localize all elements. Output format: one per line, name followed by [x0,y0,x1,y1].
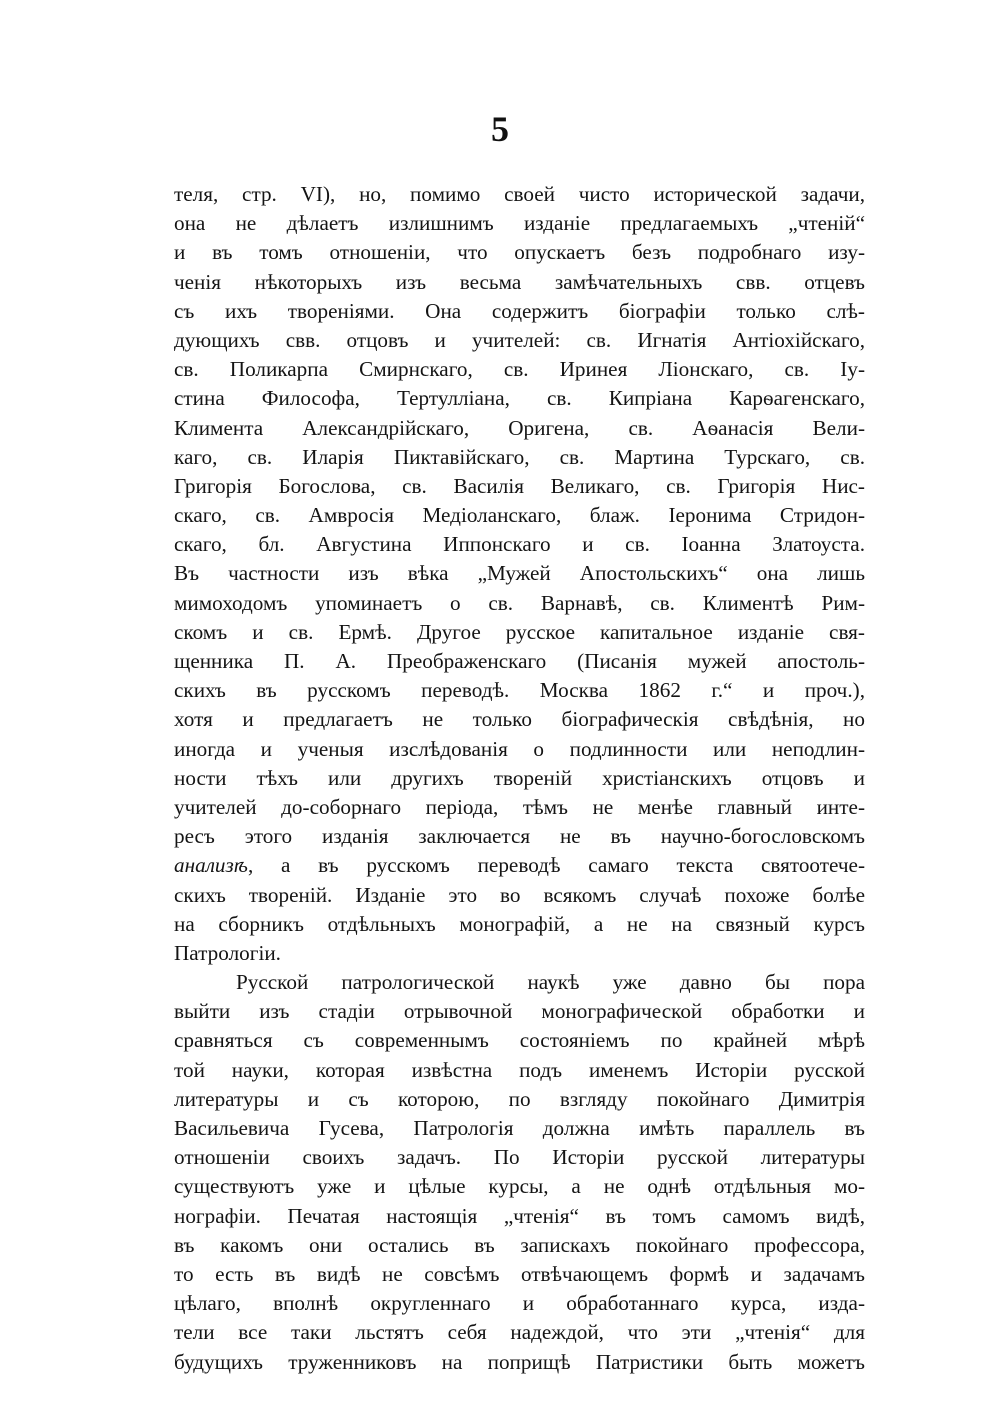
text-line: нографіи. Печатая настоящія „чтенія“ въ томъ самомъ видѣ, [174,1203,865,1228]
text-line: Въ частности изъ вѣка „Мужей Апостольскихъ“ она лишь [174,561,865,586]
text-line: Васильевича Гусева, Патрологія должна имѣть параллель въ [174,1116,865,1140]
text-line: и въ томъ отношеніи, что опускаетъ безъ подробнаго изу- [174,240,865,265]
text-line: ности тѣхъ или другихъ твореній христіанскихъ отцовъ и [174,765,865,790]
text-line: Григорія Богослова, св. Василія Великаго, св. Григорія Нис- [174,473,865,498]
text-line: отношеніи своихъ задачъ. По Исторіи русской литературы [174,1145,865,1170]
text-line: Климента Александрійскаго, Оригена, св. Аѳанасія Вели- [174,415,865,440]
page-number: 5 [491,109,509,149]
text-line: хотя и предлагаетъ не только біографическія свѣдѣнія, но [174,707,865,732]
text-line: ченія нѣкоторыхъ изъ весьма замѣчательныхъ свв. отцевъ [174,269,865,294]
text-line: анализѣ, а въ русскомъ переводѣ самаго текста святоотече- [174,853,865,878]
text-line: Патрологіи. [174,940,281,965]
text-line: литературы и съ которою, по взгляду покойнаго Димитрія [174,1086,865,1111]
text-line: скомъ и св. Ермѣ. Другое русское капитальное изданіе свя- [174,619,865,644]
text-line: съ ихъ твореніями. Она содержитъ біографіи только слѣ- [174,298,865,323]
text-line: Русской патрологической наукѣ уже давно бы пора [236,970,865,995]
text-line: дующихъ свв. отцовъ и учителей: св. Игнатія Антіохійскаго, [174,327,865,352]
text-line: въ какомъ они остались въ запискахъ покойнаго профессора, [174,1232,865,1257]
text-line: мимоходомъ упоминаетъ о св. Варнавѣ, св. Климентѣ Рим- [174,590,865,615]
text-line: той науки, которая извѣстна подъ именемъ Исторіи русской [174,1057,865,1082]
text-line: ресъ этого изданія заключается не въ научно-богословскомъ [174,824,865,849]
text-line: цѣлаго, вполнѣ округленнаго и обработаннаго курса, изда- [174,1291,865,1316]
text-line: выйти изъ стадіи отрывочной монографической обработки и [174,999,865,1024]
text-line: будущихъ труженниковъ на поприщѣ Патристики быть можетъ [174,1349,865,1374]
text-line: тели все таки льстятъ себя надеждой, что эти „чтенія“ для [174,1320,865,1345]
text-line: учителей до-соборнаго періода, тѣмъ не менѣе главный инте- [174,794,865,819]
text-line: на сборникъ отдѣльныхъ монографій, а не на связный курсъ [174,911,865,936]
text-line: скаго, св. Амвросія Медіоланскаго, блаж. Іеронима Стридон- [174,503,865,528]
text-line: теля, стр. VI), но, помимо своей чисто исторической задачи, [174,182,865,206]
text-line: каго, св. Иларія Пиктавійскаго, св. Мартина Турскаго, св. [174,444,865,469]
text-line: существуютъ уже и цѣлые курсы, а не однѣ отдѣльныя мо- [174,1174,865,1199]
text-line: щенника П. А. Преображенскаго (Писанія мужей апостоль- [174,649,865,673]
text-line: то есть въ видѣ не совсѣмъ отвѣчающемъ формѣ и задачамъ [174,1261,865,1286]
text-line: св. Поликарпа Смирнскаго, св. Иринея Ліонскаго, св. Іу- [174,357,865,382]
text-line: скихъ въ русскомъ переводѣ. Москва 1862 г.“ и проч.), [174,678,865,703]
text-line: сравняться съ современнымъ состояніемъ по крайней мѣрѣ [174,1028,865,1053]
text-line: она не дѣлаетъ излишнимъ изданіе предлагаемыхъ „чтеній“ [174,211,865,236]
text-line: скихъ твореній. Изданіе это во всякомъ случаѣ похоже болѣе [174,882,865,907]
text-line: скаго, бл. Августина Иппонскаго и св. Іоанна Златоуста. [174,532,865,557]
text-line: иногда и ученыя изслѣдованія о подлинности или неподлин- [174,736,865,761]
body-text [174,180,865,1377]
text-line: стина Философа, Тертулліана, св. Кипріана Карѳагенскаго, [174,386,865,411]
